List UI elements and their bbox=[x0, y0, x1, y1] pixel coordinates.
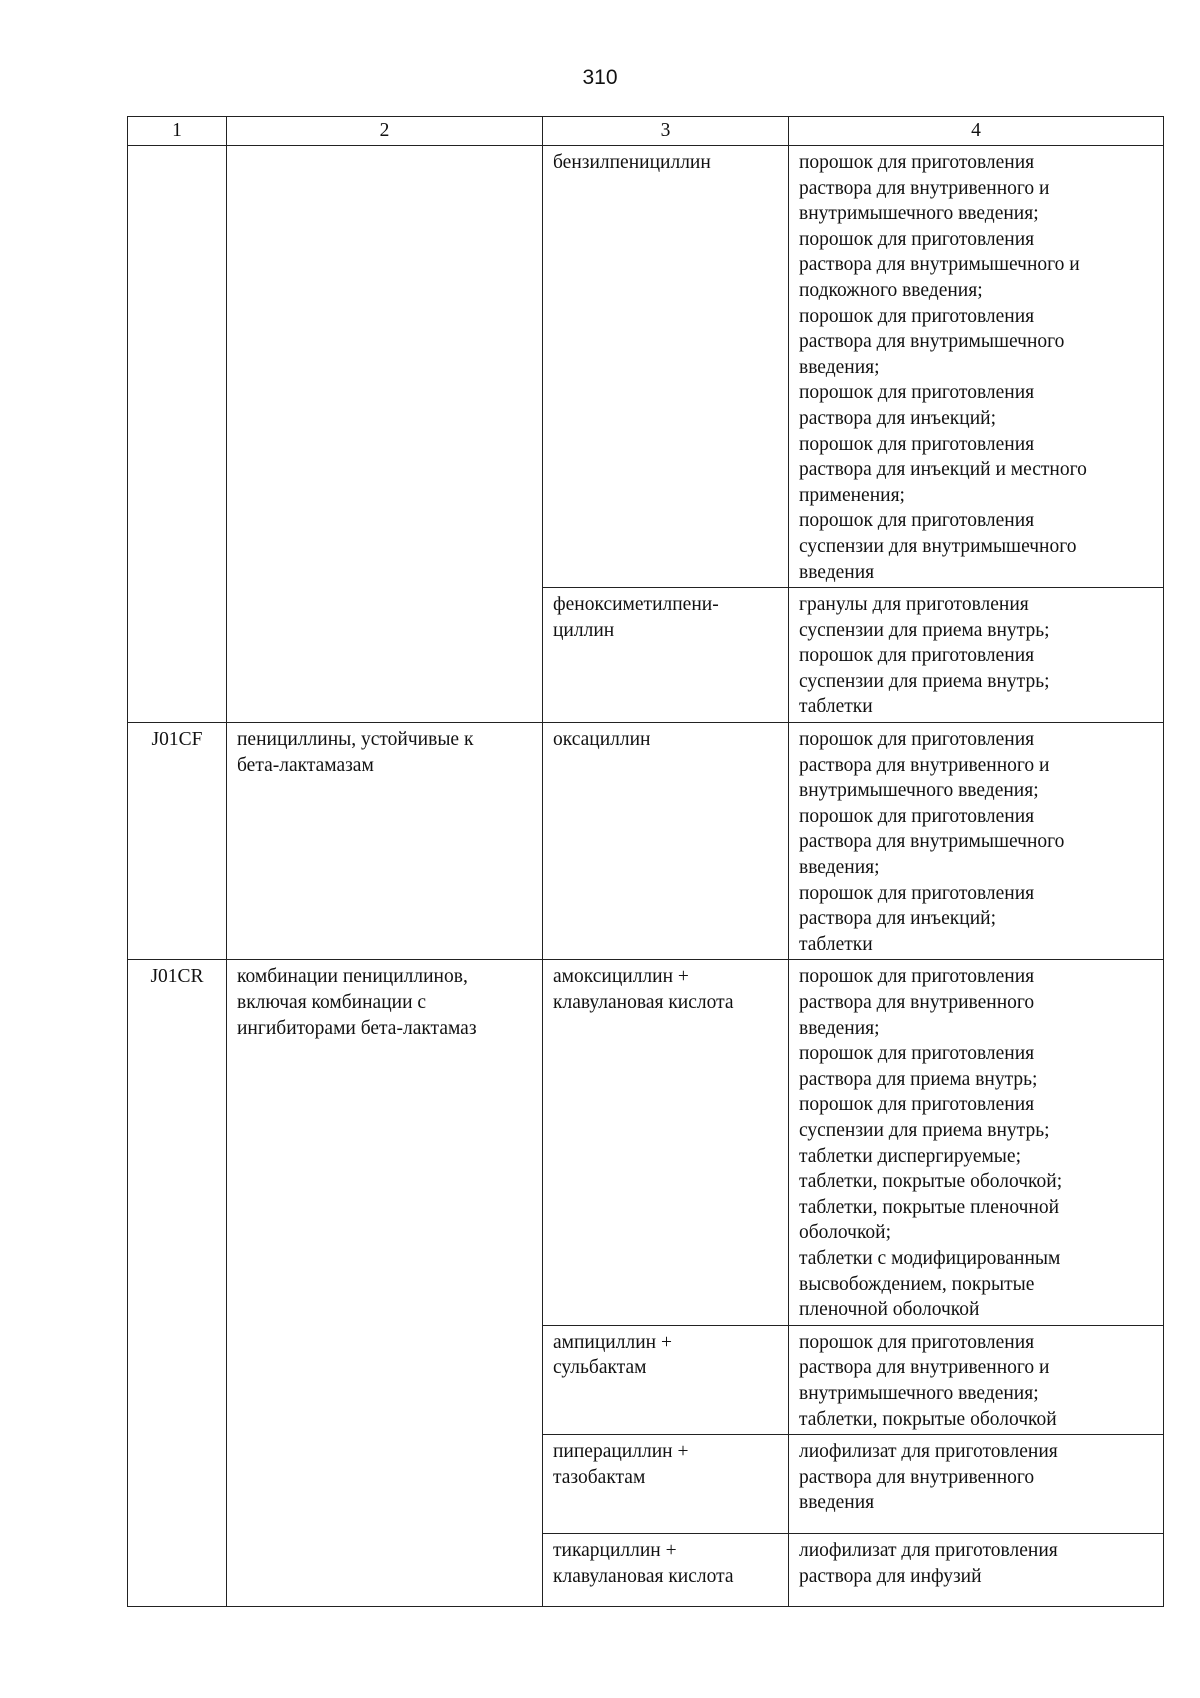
drug-table bbox=[127, 116, 1164, 1607]
drug-name-cell: пиперациллин + тазобактам bbox=[543, 1435, 789, 1534]
group-name-cell bbox=[227, 146, 543, 723]
column-header-3: 3 bbox=[543, 117, 789, 146]
drug-name-cell: оксациллин bbox=[543, 723, 789, 960]
dosage-forms-cell: лиофилизат для приготовления раствора для внутривенного введения bbox=[789, 1435, 1164, 1534]
group-name-cell: комбинации пенициллинов, включая комбинации с ингибиторами бета-лактамаз bbox=[227, 960, 543, 1607]
dosage-forms-cell: лиофилизат для приготовления раствора для инфузий bbox=[789, 1534, 1164, 1607]
column-header-2: 2 bbox=[227, 117, 543, 146]
page-number: 310 bbox=[582, 66, 618, 89]
table-row bbox=[128, 723, 1164, 960]
dosage-forms-cell: порошок для приготовления раствора для внутривенного введения; порошок для приготовления раствора для приема внутрь; порошок для приготовления суспензии для приема внутрь; таблетки диспергируемые; таблетки, покрытые оболочкой; таблетки, покрытые пленочной оболочкой; таблетки с модифицированным высвобождением, покрытые пленочной оболочкой bbox=[789, 960, 1164, 1325]
table-header-row bbox=[128, 117, 1164, 146]
drug-name-cell: ампициллин + сульбактам bbox=[543, 1325, 789, 1434]
column-header-4: 4 bbox=[789, 117, 1164, 146]
dosage-forms-cell: порошок для приготовления раствора для внутривенного и внутримышечного введения; порошок для приготовления раствора для внутримышечного и подкожного введения; порошок для приготовления раствора для внутримышечного введения; порошок для приготовления раствора для инъекций; порошок для приготовления раствора для инъекций и местного применения; порошок для приготовления суспензии для внутримышечного введения bbox=[789, 146, 1164, 588]
column-header-1: 1 bbox=[128, 117, 227, 146]
atc-code-cell: J01CR bbox=[128, 960, 227, 1607]
dosage-forms-cell: порошок для приготовления раствора для внутривенного и внутримышечного введения; порошок для приготовления раствора для внутримышечного введения; порошок для приготовления раствора для инъекций; таблетки bbox=[789, 723, 1164, 960]
drug-name-cell: феноксиметилпени- циллин bbox=[543, 588, 789, 723]
drug-name-cell: амоксициллин + клавулановая кислота bbox=[543, 960, 789, 1325]
drug-name-cell: бензилпенициллин bbox=[543, 146, 789, 588]
table-row bbox=[128, 146, 1164, 588]
atc-code-cell: J01CF bbox=[128, 723, 227, 960]
table-row bbox=[128, 960, 1164, 1325]
dosage-forms-cell: гранулы для приготовления суспензии для приема внутрь; порошок для приготовления суспензии для приема внутрь; таблетки bbox=[789, 588, 1164, 723]
drug-name-cell: тикарциллин + клавулановая кислота bbox=[543, 1534, 789, 1607]
atc-code-cell bbox=[128, 146, 227, 723]
group-name-cell: пенициллины, устойчивые к бета-лактамазам bbox=[227, 723, 543, 960]
dosage-forms-cell: порошок для приготовления раствора для внутривенного и внутримышечного введения; таблетки, покрытые оболочкой bbox=[789, 1325, 1164, 1434]
